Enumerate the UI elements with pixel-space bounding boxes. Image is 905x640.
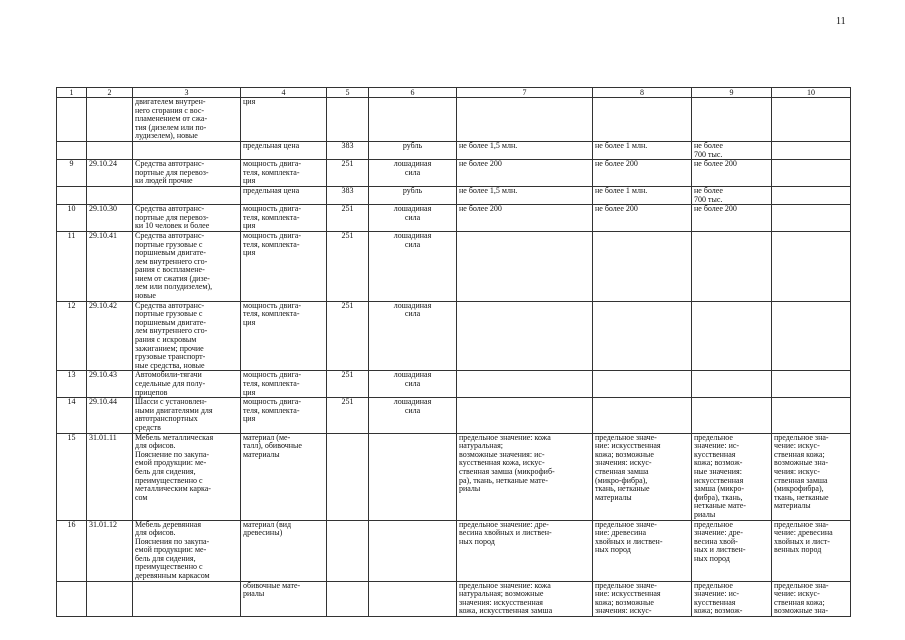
value-cell-8 (593, 371, 692, 398)
unit-code-cell (327, 520, 369, 581)
row-number-cell: 13 (57, 371, 87, 398)
specs-table (56, 87, 851, 617)
unit-code-cell: 251 (327, 301, 369, 371)
row-number-cell (57, 98, 87, 142)
value-cell-9: предельное значение: ис- кусственная кожа; возмож- (692, 581, 772, 616)
value-cell-7: предельное значение: кожа натуральная; возможные значения: ис- кусственная кожа, искус- ственная замша (микрофиб- ра), ткань, нетканые мате- риалы (457, 433, 593, 520)
value-cell-9: не более 700 тыс. (692, 186, 772, 204)
table-row (57, 186, 851, 204)
unit-code-cell: 251 (327, 371, 369, 398)
unit-cell: лошадиная сила (369, 371, 457, 398)
unit-code-cell: 383 (327, 141, 369, 159)
value-cell-7: предельное значение: дре- весина хвойных и листвен- ных пород (457, 520, 593, 581)
name-cell: Средства автотранс- портные грузовые с поршневым двигате- лем внутреннего сго- рания с искровым зажиганием; прочие грузовые транспорт- ные средства, новые (133, 301, 241, 371)
unit-cell (369, 98, 457, 142)
name-cell (133, 186, 241, 204)
header-cell: 3 (133, 88, 241, 98)
header-cell: 5 (327, 88, 369, 98)
unit-cell: лошадиная сила (369, 160, 457, 187)
row-number-cell: 9 (57, 160, 87, 187)
name-cell (133, 141, 241, 159)
value-cell-9 (692, 301, 772, 371)
value-cell-8 (593, 231, 692, 301)
value-cell-10 (772, 98, 851, 142)
header-cell: 10 (772, 88, 851, 98)
value-cell-7: предельное значение: кожа натуральная; возможные значения: искусственная кожа, искусственная замша (457, 581, 593, 616)
value-cell-10 (772, 231, 851, 301)
characteristic-cell: мощность двига- теля, комплекта- ция (241, 160, 327, 187)
value-cell-7: не более 200 (457, 160, 593, 187)
value-cell-9 (692, 98, 772, 142)
table-row (57, 398, 851, 433)
characteristic-cell: материал (ме- талл), обивочные материалы (241, 433, 327, 520)
value-cell-8 (593, 301, 692, 371)
characteristic-cell: предельная цена (241, 141, 327, 159)
value-cell-9 (692, 398, 772, 433)
row-number-cell: 11 (57, 231, 87, 301)
code-cell (87, 98, 133, 142)
value-cell-9: предельное значение: дре- весина хвой- ных и листвен- ных пород (692, 520, 772, 581)
value-cell-10: предельное зна- чение: древесина хвойных и лист- венных пород (772, 520, 851, 581)
value-cell-8: предельное значе- ние: древесина хвойных и листвен- ных пород (593, 520, 692, 581)
characteristic-cell: ция (241, 98, 327, 142)
row-number-cell (57, 581, 87, 616)
code-cell: 31.01.11 (87, 433, 133, 520)
table-row (57, 433, 851, 520)
value-cell-7 (457, 398, 593, 433)
row-number-cell (57, 141, 87, 159)
code-cell: 29.10.44 (87, 398, 133, 433)
unit-code-cell: 251 (327, 231, 369, 301)
row-number-cell: 12 (57, 301, 87, 371)
unit-cell: лошадиная сила (369, 231, 457, 301)
unit-cell: лошадиная сила (369, 205, 457, 232)
characteristic-cell: предельная цена (241, 186, 327, 204)
value-cell-7: не более 1,5 млн. (457, 186, 593, 204)
code-cell: 29.10.42 (87, 301, 133, 371)
characteristic-cell: обивочные мате- риалы (241, 581, 327, 616)
value-cell-9 (692, 371, 772, 398)
value-cell-7: не более 200 (457, 205, 593, 232)
characteristic-cell: материал (вид древесины) (241, 520, 327, 581)
table-row (57, 205, 851, 232)
value-cell-10 (772, 186, 851, 204)
value-cell-10: предельное зна- чение: искус- ственная кожа; возможные зна- (772, 581, 851, 616)
characteristic-cell: мощность двига- теля, комплекта- ция (241, 301, 327, 371)
table-row (57, 160, 851, 187)
characteristic-cell: мощность двига- теля, комплекта- ция (241, 398, 327, 433)
characteristic-cell: мощность двига- теля, комплекта- ция (241, 371, 327, 398)
name-cell: Мебель металлическая для офисов. Пояснение по закупа- емой продукции: ме- бель для сидения, преимущественно с металлическим карка- сом (133, 433, 241, 520)
unit-code-cell: 251 (327, 160, 369, 187)
table-row (57, 581, 851, 616)
code-cell: 29.10.43 (87, 371, 133, 398)
row-number-cell: 14 (57, 398, 87, 433)
name-cell: Мебель деревянная для офисов. Пояснения по закупа- емой продукции: ме- бель для сидения, преимущественно с деревянным каркасом (133, 520, 241, 581)
table-row (57, 520, 851, 581)
value-cell-7 (457, 98, 593, 142)
table-row (57, 371, 851, 398)
value-cell-10 (772, 398, 851, 433)
code-cell (87, 186, 133, 204)
value-cell-9: не более 200 (692, 205, 772, 232)
code-cell: 29.10.30 (87, 205, 133, 232)
value-cell-10 (772, 301, 851, 371)
code-cell: 29.10.41 (87, 231, 133, 301)
table-body (57, 88, 851, 617)
value-cell-10 (772, 371, 851, 398)
value-cell-8: не более 1 млн. (593, 141, 692, 159)
value-cell-7: не более 1,5 млн. (457, 141, 593, 159)
name-cell: Шасси с установлен- ными двигателями для автотранспортных средств (133, 398, 241, 433)
code-cell: 31.01.12 (87, 520, 133, 581)
header-cell: 8 (593, 88, 692, 98)
unit-code-cell (327, 581, 369, 616)
value-cell-10 (772, 205, 851, 232)
name-cell: Средства автотранс- портные для перевоз- ки людей прочие (133, 160, 241, 187)
value-cell-9 (692, 231, 772, 301)
value-cell-7 (457, 231, 593, 301)
value-cell-8: не более 1 млн. (593, 186, 692, 204)
name-cell: Автомобили-тягачи седельные для полу- прицепов (133, 371, 241, 398)
table-row (57, 231, 851, 301)
value-cell-8 (593, 98, 692, 142)
code-cell (87, 141, 133, 159)
value-cell-10 (772, 141, 851, 159)
unit-cell: рубль (369, 141, 457, 159)
unit-cell (369, 520, 457, 581)
unit-code-cell: 383 (327, 186, 369, 204)
unit-cell: рубль (369, 186, 457, 204)
value-cell-8: не более 200 (593, 160, 692, 187)
header-cell: 2 (87, 88, 133, 98)
name-cell: Средства автотранс- портные грузовые с поршневым двигате- лем внутреннего сго- рания с воспламене- нием от сжатия (дизе- лем или полудизелем), новые (133, 231, 241, 301)
header-cell: 6 (369, 88, 457, 98)
table-row (57, 98, 851, 142)
value-cell-9: предельное значение: ис- кусственная кожа; возмож- ные значения: искусственная замша (микро- фибра), ткань, нетканые мате- риалы (692, 433, 772, 520)
table-row (57, 141, 851, 159)
value-cell-8: не более 200 (593, 205, 692, 232)
unit-code-cell (327, 433, 369, 520)
row-number-cell: 10 (57, 205, 87, 232)
page-number: 11 (836, 16, 846, 27)
unit-cell: лошадиная сила (369, 398, 457, 433)
value-cell-9: не более 200 (692, 160, 772, 187)
unit-cell (369, 581, 457, 616)
unit-code-cell: 251 (327, 398, 369, 433)
code-cell (87, 581, 133, 616)
header-row (57, 88, 851, 98)
value-cell-10: предельное зна- чение: искус- ственная кожа; возможные зна- чения: искус- ственная замша (микрофибра), ткань, нетканые материалы (772, 433, 851, 520)
row-number-cell: 16 (57, 520, 87, 581)
unit-code-cell: 251 (327, 205, 369, 232)
header-cell: 4 (241, 88, 327, 98)
name-cell: Средства автотранс- портные для перевоз- ки 10 человек и более (133, 205, 241, 232)
value-cell-8: предельное значе- ние: искусственная кожа; возможные значения: искус- ственная замша (микро-фибра), ткань, нетканые материалы (593, 433, 692, 520)
code-cell: 29.10.24 (87, 160, 133, 187)
unit-cell (369, 433, 457, 520)
value-cell-7 (457, 371, 593, 398)
value-cell-10 (772, 160, 851, 187)
unit-cell: лошадиная сила (369, 301, 457, 371)
characteristic-cell: мощность двига- теля, комплекта- ция (241, 231, 327, 301)
name-cell (133, 581, 241, 616)
unit-code-cell (327, 98, 369, 142)
row-number-cell (57, 186, 87, 204)
name-cell: двигателем внутрен- него сгорания с вос- пламенением от сжа- тия (дизелем или по- лудизелем), новые (133, 98, 241, 142)
value-cell-7 (457, 301, 593, 371)
value-cell-8 (593, 398, 692, 433)
value-cell-8: предельное значе- ние: искусственная кожа; возможные значения: искус- (593, 581, 692, 616)
header-cell: 9 (692, 88, 772, 98)
row-number-cell: 15 (57, 433, 87, 520)
value-cell-9: не более 700 тыс. (692, 141, 772, 159)
header-cell: 1 (57, 88, 87, 98)
header-cell: 7 (457, 88, 593, 98)
table-row (57, 301, 851, 371)
characteristic-cell: мощность двига- теля, комплекта- ция (241, 205, 327, 232)
